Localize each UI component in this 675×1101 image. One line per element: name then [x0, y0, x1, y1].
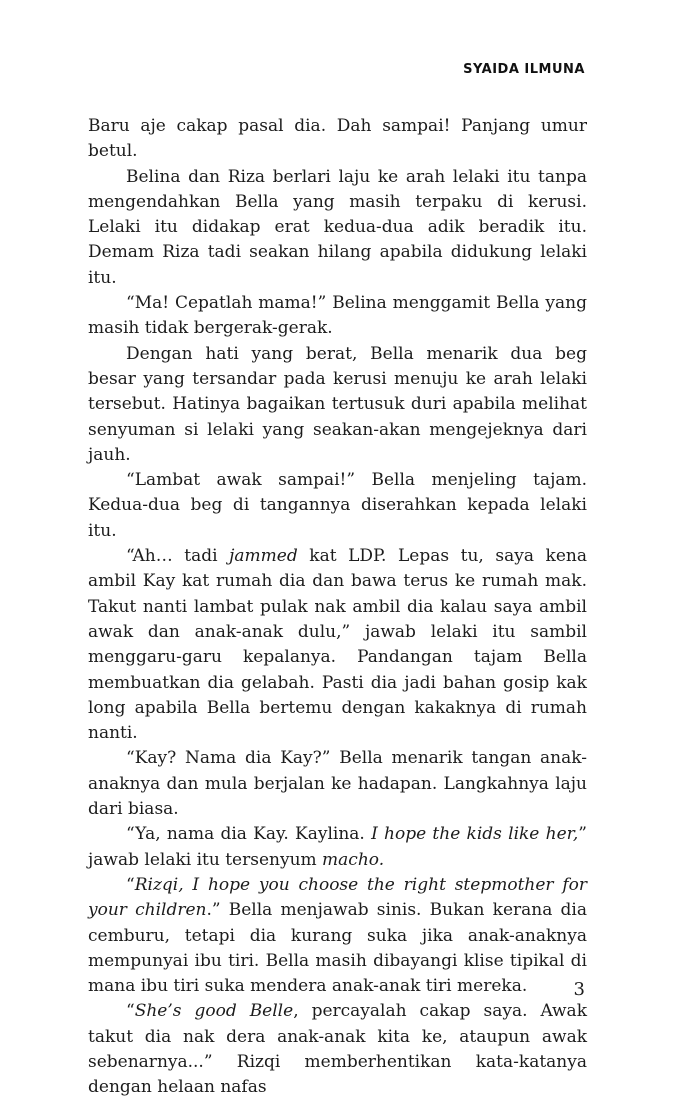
paragraph: Baru aje cakap pasal dia. Dah sampai! Panjang umur betul. [88, 116, 587, 162]
paragraph [88, 822, 587, 873]
italic-phrase: Rizqi, I hope you choose the right stepmother for your children [88, 874, 587, 921]
paragraph: Belina dan Riza berlari laju ke arah lelaki itu tanpa mengendahkan Bella yang masih terpaku di kerusi. Lelaki itu didakap erat kedua-dua adik beradik itu. Demam Riza tadi seakan hilang apabila didukung lelaki itu. [88, 166, 587, 288]
paragraph-text: “ [126, 1001, 135, 1022]
paragraph [88, 544, 587, 746]
paragraph: “Kay? Nama dia Kay?” Bella menarik tangan anak-anaknya dan mula berjalan ke hadapan. Langkahnya laju dari biasa. [88, 748, 587, 820]
paragraph-text: “ [126, 874, 135, 895]
paragraph [88, 873, 587, 999]
running-header-author: SYAIDA ILMUNA [463, 62, 585, 77]
paragraph-text: ” jawab lelaki itu tersenyum [88, 824, 587, 870]
body-text [88, 114, 587, 1101]
paragraph-text: .” Bella menjawab sinis. Bukan kerana dia cemburu, tetapi dia kurang suka jika anak-anaknya mempunyai ibu tiri. Bella masih dibayangi klise tipikal di mana ibu tiri suka mendera anak-anak tiri mereka. [88, 900, 587, 997]
italic-phrase: I hope the kids like her, [371, 824, 579, 845]
paragraph-text: “Ah… tadi [126, 546, 230, 567]
paragraph [88, 999, 587, 1100]
italic-phrase: jammed [229, 546, 298, 567]
paragraph-text: kat LDP. Lepas tu, saya kena ambil Kay kat rumah dia dan bawa terus ke rumah mak. Takut nanti lambat pulak nak ambil dia kalau saya ambil awak dan anak-anak dulu,” jawab lelaki itu sambil menggaru-garu kepalanya. Pandangan tajam Bella membuatkan dia gelabah. Pasti dia jadi bahan gosip kak long apabila Bella bertemu dengan kakaknya di rumah nanti. [88, 546, 587, 744]
italic-phrase: She’s good Belle [134, 1001, 294, 1022]
italic-phrase: macho. [322, 849, 385, 870]
paragraph: “Ma! Cepatlah mama!” Belina menggamit Bella yang masih tidak bergerak-gerak. [88, 293, 587, 339]
page-number: 3 [573, 979, 585, 1000]
paragraph-text: , percayalah cakap saya. Awak takut dia nak dera anak-anak kita ke, ataupun awak sebenarnya...” Rizqi memberhentikan kata-katanya dengan helaan nafas [88, 1001, 587, 1098]
paragraph: Dengan hati yang berat, Bella menarik dua beg besar yang tersandar pada kerusi menuju ke arah lelaki tersebut. Hatinya bagaikan tertusuk duri apabila melihat senyuman si lelaki yang seakan-akan mengejeknya dari jauh. [88, 343, 587, 465]
paragraph-text: “Ya, nama dia Kay. Kaylina. [126, 824, 372, 845]
paragraph: “Lambat awak sampai!” Bella menjeling tajam. Kedua-dua beg di tangannya diserahkan kepada lelaki itu. [88, 470, 587, 541]
